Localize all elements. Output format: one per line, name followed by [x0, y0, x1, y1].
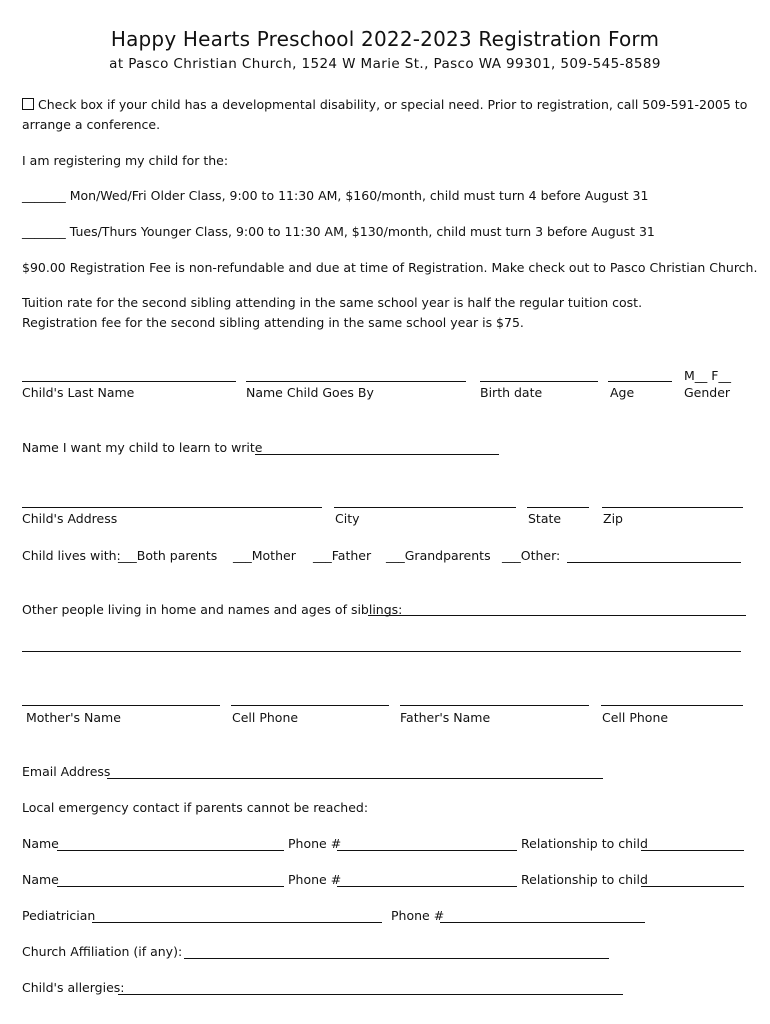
email-label: Email Address: [22, 764, 111, 779]
disability-note-text: Check box if your child has a developmental disability, or special need. Prior to registration, call 509-591-2005 to: [38, 97, 748, 112]
lives-with-both-parents[interactable]: ___Both parents: [118, 548, 218, 563]
write-name-label: Name I want my child to learn to write: [22, 440, 263, 455]
sibling-note-line1: Tuition rate for the second sibling attending in the same school year is half the regular tuition cost.: [22, 295, 643, 310]
city-field[interactable]: [334, 507, 516, 508]
class-option-younger: [22, 224, 655, 239]
class-option-blank[interactable]: _______: [22, 188, 66, 203]
father-phone-field[interactable]: [601, 705, 743, 706]
registration-fee-note: $90.00 Registration Fee is non-refundable and due at time of Registration. Make check out to Pasco Christian Church.: [22, 260, 758, 275]
lives-with-mother[interactable]: ___Mother: [233, 548, 296, 563]
emergency-phone-field[interactable]: [337, 886, 517, 887]
lives-with-other[interactable]: ___Other:: [502, 548, 561, 563]
class-option-label: Mon/Wed/Fri Older Class, 9:00 to 11:30 AM, $160/month, child must turn 4 before August 31: [69, 188, 649, 203]
allergies-field[interactable]: [118, 994, 623, 995]
emergency-relationship-field[interactable]: [641, 886, 744, 887]
emergency-name-field[interactable]: [57, 886, 284, 887]
last-name-field[interactable]: [22, 381, 236, 382]
church-affiliation-field[interactable]: [184, 958, 609, 959]
emergency-name-label: Name: [22, 836, 59, 851]
church-affiliation-label: Church Affiliation (if any):: [22, 944, 183, 959]
last-name-label: Child's Last Name: [22, 385, 135, 400]
mother-phone-label: Cell Phone: [232, 710, 299, 725]
lives-with-grandparents[interactable]: ___Grandparents: [386, 548, 491, 563]
emergency-phone-label: Phone #: [288, 836, 342, 851]
zip-field[interactable]: [602, 507, 743, 508]
disability-note-line1: [22, 97, 747, 112]
others-in-home-label: Other people living in home and names and ages of siblings:: [22, 602, 403, 617]
emergency-heading: Local emergency contact if parents cannot be reached:: [22, 800, 369, 815]
goes-by-label: Name Child Goes By: [246, 385, 374, 400]
pediatrician-field[interactable]: [92, 922, 382, 923]
mother-phone-field[interactable]: [231, 705, 389, 706]
emergency-phone-label: Phone #: [288, 872, 342, 887]
father-phone-label: Cell Phone: [602, 710, 669, 725]
special-need-checkbox[interactable]: [22, 98, 34, 110]
zip-label: Zip: [603, 511, 623, 526]
class-option-older: [22, 188, 648, 203]
goes-by-field[interactable]: [246, 381, 466, 382]
emergency-phone-field[interactable]: [337, 850, 517, 851]
form-title: Happy Hearts Preschool 2022-2023 Registration Form: [110, 27, 660, 51]
emergency-relationship-label: Relationship to child: [521, 836, 648, 851]
others-in-home-field[interactable]: [368, 615, 746, 616]
state-label: State: [528, 511, 562, 526]
address-field[interactable]: [22, 507, 322, 508]
gender-label: Gender: [684, 385, 731, 400]
write-name-field[interactable]: [255, 454, 499, 455]
lives-with-father[interactable]: ___Father: [313, 548, 372, 563]
sibling-note-line2: Registration fee for the second sibling attending in the same school year is $75.: [22, 315, 524, 330]
class-option-blank[interactable]: _______: [22, 224, 66, 239]
pediatrician-label: Pediatrician: [22, 908, 96, 923]
other-field[interactable]: [567, 562, 741, 563]
age-label: Age: [610, 385, 635, 400]
emergency-name-field[interactable]: [57, 850, 284, 851]
emergency-relationship-label: Relationship to child: [521, 872, 648, 887]
disability-note-line2: arrange a conference.: [22, 117, 161, 132]
pediatrician-phone-field[interactable]: [440, 922, 645, 923]
emergency-name-label: Name: [22, 872, 59, 887]
gender-options[interactable]: M__ F__: [684, 368, 731, 383]
address-label: Child's Address: [22, 511, 118, 526]
mother-name-field[interactable]: [22, 705, 220, 706]
allergies-label: Child's allergies:: [22, 980, 125, 995]
father-name-label: Father's Name: [400, 710, 491, 725]
birth-date-field[interactable]: [480, 381, 598, 382]
registering-for-label: I am registering my child for the:: [22, 153, 229, 168]
others-in-home-field-2[interactable]: [22, 651, 741, 652]
father-name-field[interactable]: [400, 705, 589, 706]
form-subtitle: at Pasco Christian Church, 1524 W Marie St., Pasco WA 99301, 509-545-8589: [109, 56, 661, 72]
city-label: City: [335, 511, 360, 526]
age-field[interactable]: [608, 381, 672, 382]
mother-name-label: Mother's Name: [26, 710, 121, 725]
emergency-relationship-field[interactable]: [641, 850, 744, 851]
email-field[interactable]: [107, 778, 603, 779]
class-option-label: Tues/Thurs Younger Class, 9:00 to 11:30 AM, $130/month, child must turn 3 before August 31: [69, 224, 655, 239]
pediatrician-phone-label: Phone #: [391, 908, 445, 923]
birth-date-label: Birth date: [480, 385, 543, 400]
lives-with-label: Child lives with:: [22, 548, 121, 563]
state-field[interactable]: [527, 507, 589, 508]
